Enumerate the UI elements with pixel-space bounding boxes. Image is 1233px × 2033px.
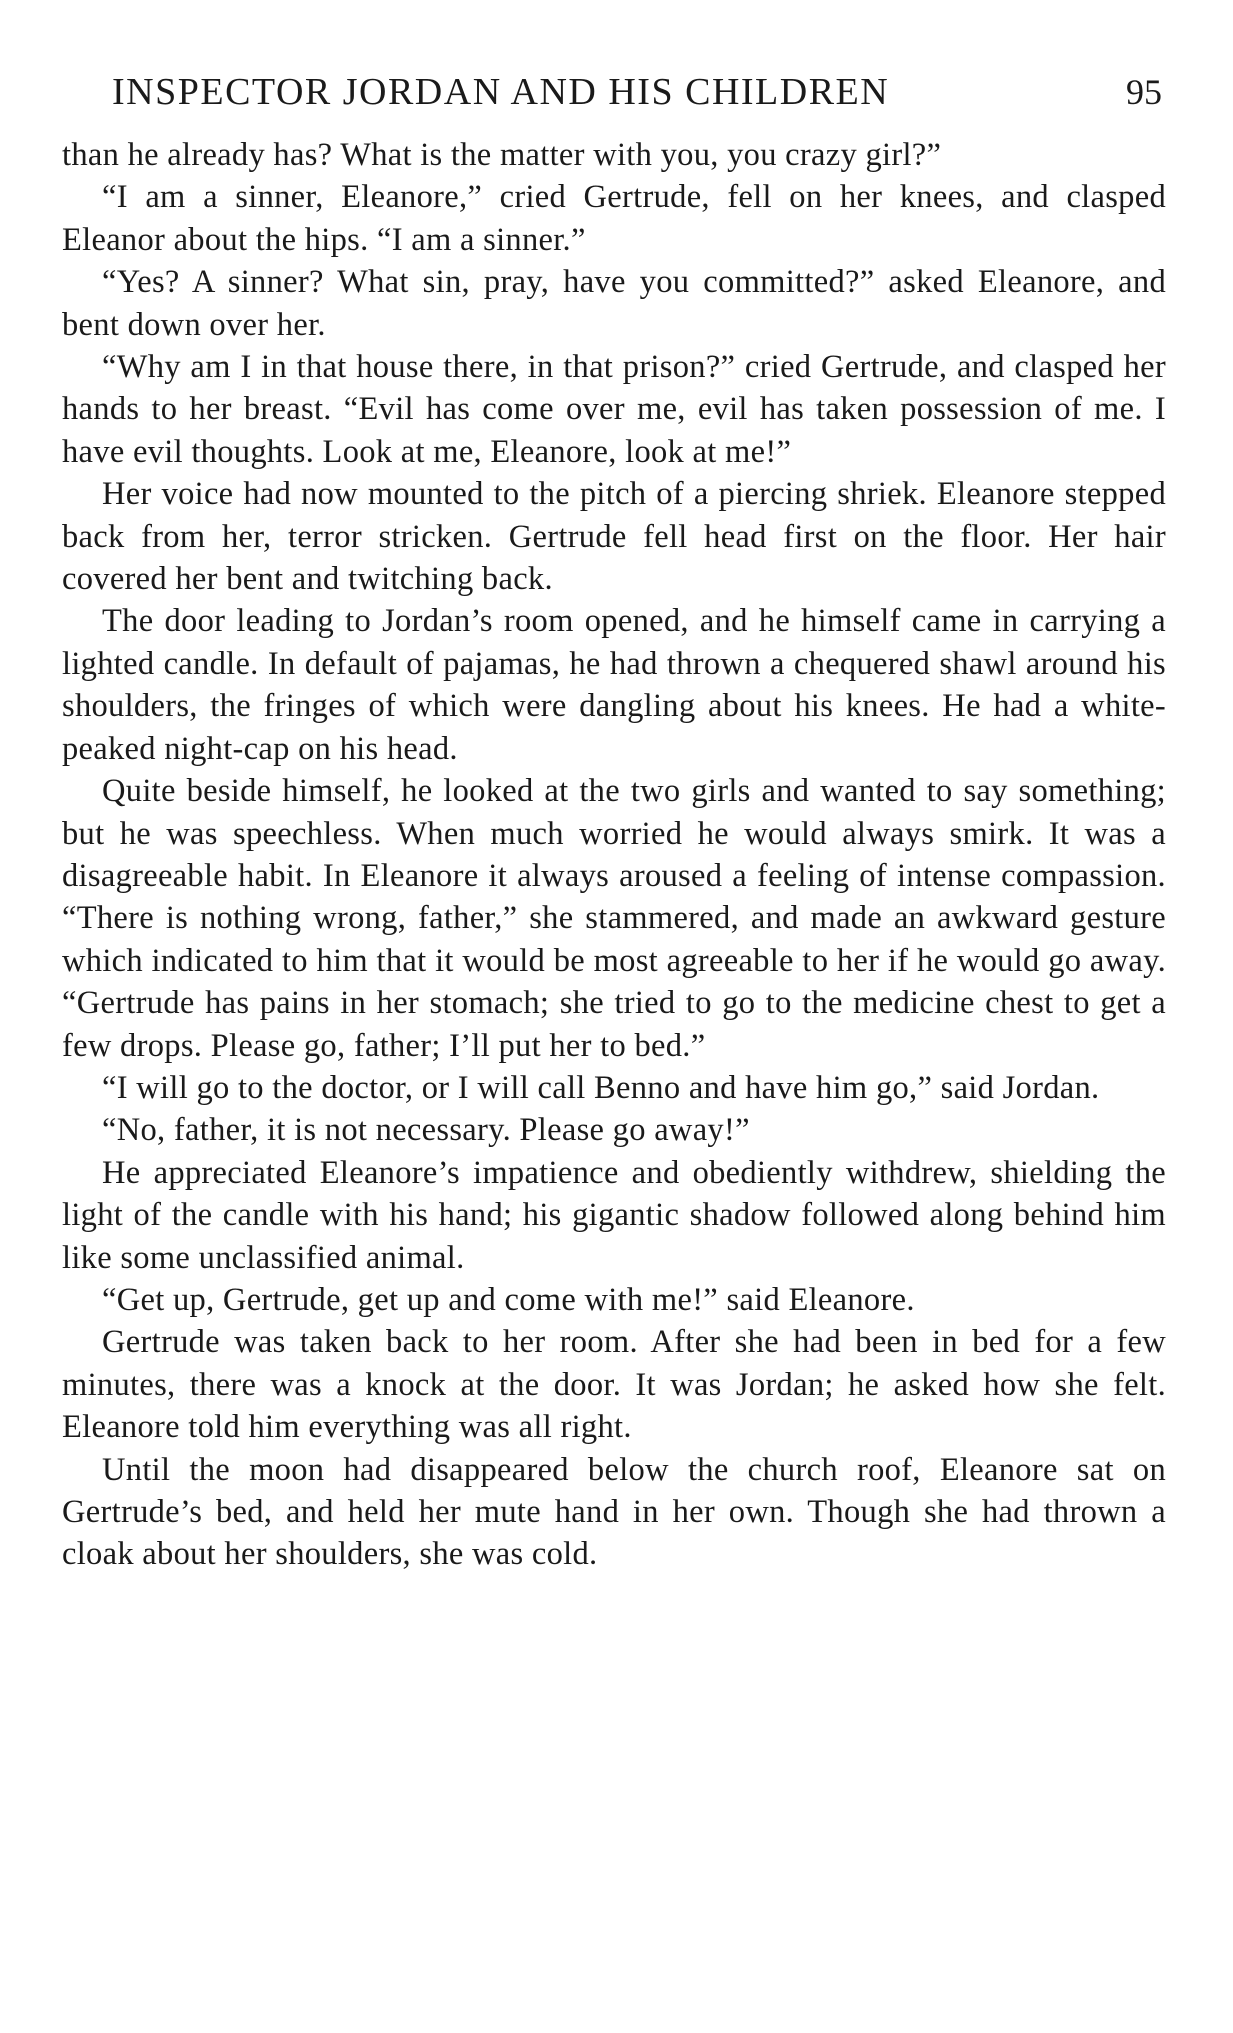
paragraph-continued: than he already has? What is the matter with you, you crazy girl?” [62,137,942,173]
paragraph: “I will go to the doctor, or I will call Benno and have him go,” said Jordan. [102,1069,1100,1106]
paragraph: “Get up, Gertrude, get up and come with me!” said Eleanore. [102,1281,915,1318]
paragraph: He appreciated Eleanore’s impatience and obediently withdrew, shielding the light of the candle with his hand; his gigantic shadow followed along behind him like some unclassified animal. [62,1154,1166,1276]
running-head [62,70,1166,132]
running-title: INSPECTOR JORDAN AND HIS CHILDREN [112,71,890,113]
book-page [62,70,1166,1576]
paragraph: The door leading to Jordan’s room opened, and he himself came in carrying a lighted candle. In default of pajamas, he had thrown a chequered shawl around his shoulders, the fringes of which were dangling about his knees. He had a white-peaked night-cap on his head. [62,603,1166,767]
paragraph: Quite beside himself, he looked at the two girls and wanted to say something; but he was speechless. When much worried he would always smirk. It was a disagreeable habit. In Eleanore it always aroused a feeling of intense compassion. “There is nothing wrong, father,” she stammered, and made an awkward gesture which indicated to him that it would be most agreeable to her if he would go away. “Gertrude has pains in her stomach; she tried to go to the medicine chest to get a few drops. Please go, father; I’ll put her to bed.” [62,773,1166,1064]
paragraph: “Yes? A sinner? What sin, pray, have you committed?” asked Eleanore, and bent down over her. [62,264,1166,343]
paragraph: Until the moon had disappeared below the church roof, Eleanore sat on Gertrude’s bed, and held her mute hand in her own. Though she had thrown a cloak about her shoulders, she was cold. [62,1451,1166,1573]
paragraph: “Why am I in that house there, in that prison?” cried Gertrude, and clasped her hands to her breast. “Evil has come over me, evil has taken possession of me. I have evil thoughts. Look at me, Eleanore, look at me!” [62,349,1166,470]
paragraph: Her voice had now mounted to the pitch of a piercing shriek. Eleanore stepped back from her, terror stricken. Gertrude fell head first on the floor. Her hair covered her bent and twitching back. [62,476,1166,598]
body-text [62,134,1166,1576]
page-number: 95 [1126,72,1162,112]
paragraph: “I am a sinner, Eleanore,” cried Gertrude, fell on her knees, and clasped Eleanor about the hips. “I am a sinner.” [62,179,1166,258]
paragraph: “No, father, it is not necessary. Please go away!” [102,1112,750,1149]
paragraph: Gertrude was taken back to her room. After she had been in bed for a few minutes, there was a knock at the door. It was Jordan; he asked how she felt. Eleanore told him everything was all right. [62,1324,1166,1446]
